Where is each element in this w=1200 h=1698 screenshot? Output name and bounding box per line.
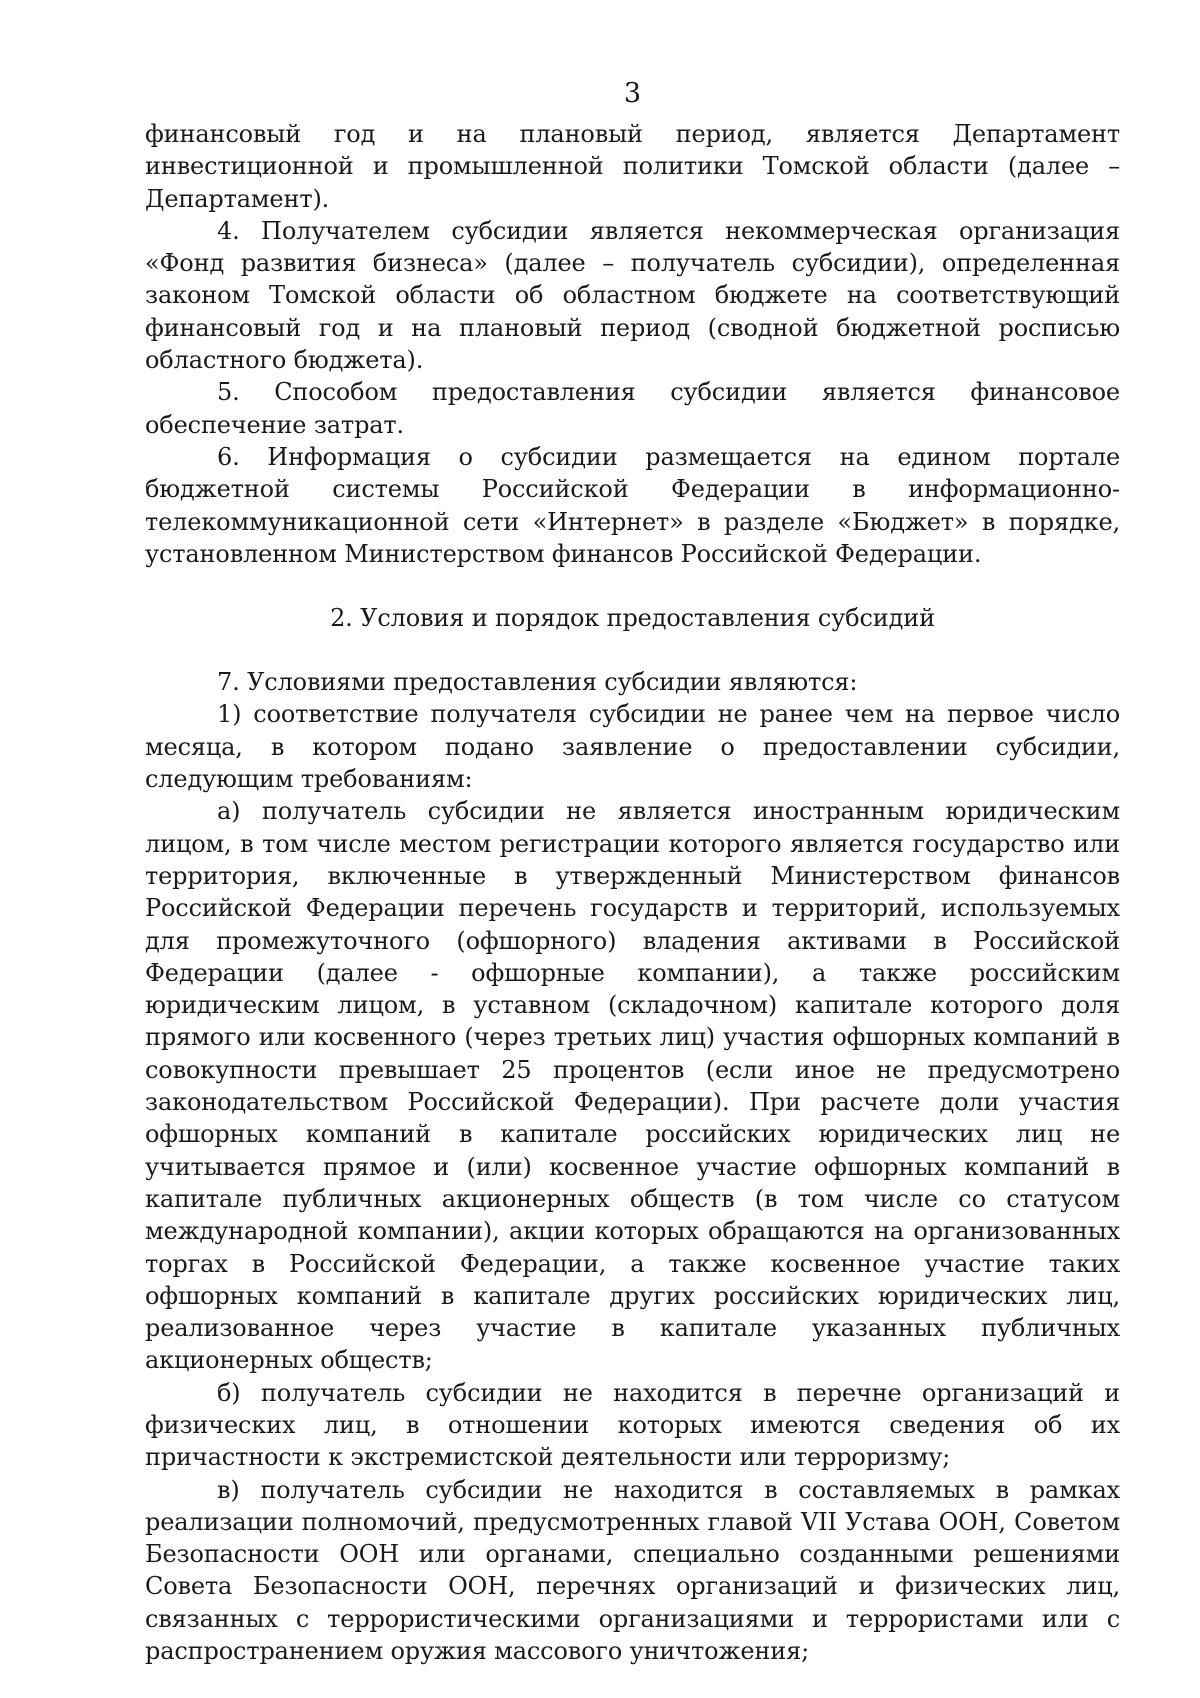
paragraph-subitem-v: в) получатель субсидии не находится в составляемых в рамках реализации полномочий, предусмотренных главой VII Устава ООН, Советом Безопасности ООН или органами, специально созданными решениями Совета Безопасности ООН, перечнях организаций и физических лиц, связанных с террористическими организациями и террористами или с распространением оружия массового уничтожения; [145,1475,1120,1666]
document-page [145,70,1120,1667]
paragraph-item-4: 4. Получателем субсидии является некоммерческая организация «Фонд развития бизнеса» (далее – получатель субсидии), определенная законом Томской области об областном бюджете на соответствующий финансовый год и на плановый период (сводной бюджетной росписью областного бюджета). [145,216,1120,375]
paragraph-subitem-1: 1) соответствие получателя субсидии не ранее чем на первое число месяца, в котором подано заявление о предоставлении субсидии, следующим требованиям: [145,700,1120,794]
paragraph-subitem-a: а) получатель субсидии не является иностранным юридическим лицом, в том числе местом регистрации которого является государство или территория, включенные в утвержденный Министерством финансов Российской Федерации перечень государств и территорий, используемых для промежуточного (офшорного) владения активами в Российской Федерации (далее - офшорные компании), а также российским юридическим лицом, в уставном (складочном) капитале которого доля прямого или косвенного (через третьих лиц) участия офшорных компаний в совокупности превышает 25 процентов (если иное не предусмотрено законодательством Российской Федерации). При расчете доли участия офшорных компаний в капитале российских юридических лиц не учитывается прямое и (или) косвенное участие офшорных компаний в капитале публичных акционерных обществ (в том числе со статусом международной компании), акции которых обращаются на организованных торгах в Российской Федерации, а также косвенное участие таких офшорных компаний в капитале других российских юридических лиц, реализованное через участие в капитале указанных публичных акционерных обществ; [145,797,1120,1375]
body-text-bottom [145,666,1120,1667]
body-text-top [145,118,1120,570]
page-number: 3 [623,78,642,109]
paragraph-continuation: финансовый год и на плановый период, является Департамент инвестиционной и промышленной политики Томской области (далее – Департамент). [145,120,1120,213]
paragraph-item-5: 5. Способом предоставления субсидии является финансовое обеспечение затрат. [145,378,1120,439]
section-heading: 2. Условия и порядок предоставления субсидий [330,604,935,633]
paragraph-subitem-b: б) получатель субсидии не находится в перечне организаций и физических лиц, в отношении которых имеются сведения об их причастности к экстремистской деятельности или терроризму; [145,1378,1120,1472]
paragraph-item-6: 6. Информация о субсидии размещается на едином портале бюджетной системы Российской Федерации в информационно-телекоммуникационной сети «Интернет» в разделе «Бюджет» в порядке, установленном Министерством финансов Российской Федерации. [145,442,1120,568]
paragraph-item-7: 7. Условиями предоставления субсидии являются: [217,668,858,697]
